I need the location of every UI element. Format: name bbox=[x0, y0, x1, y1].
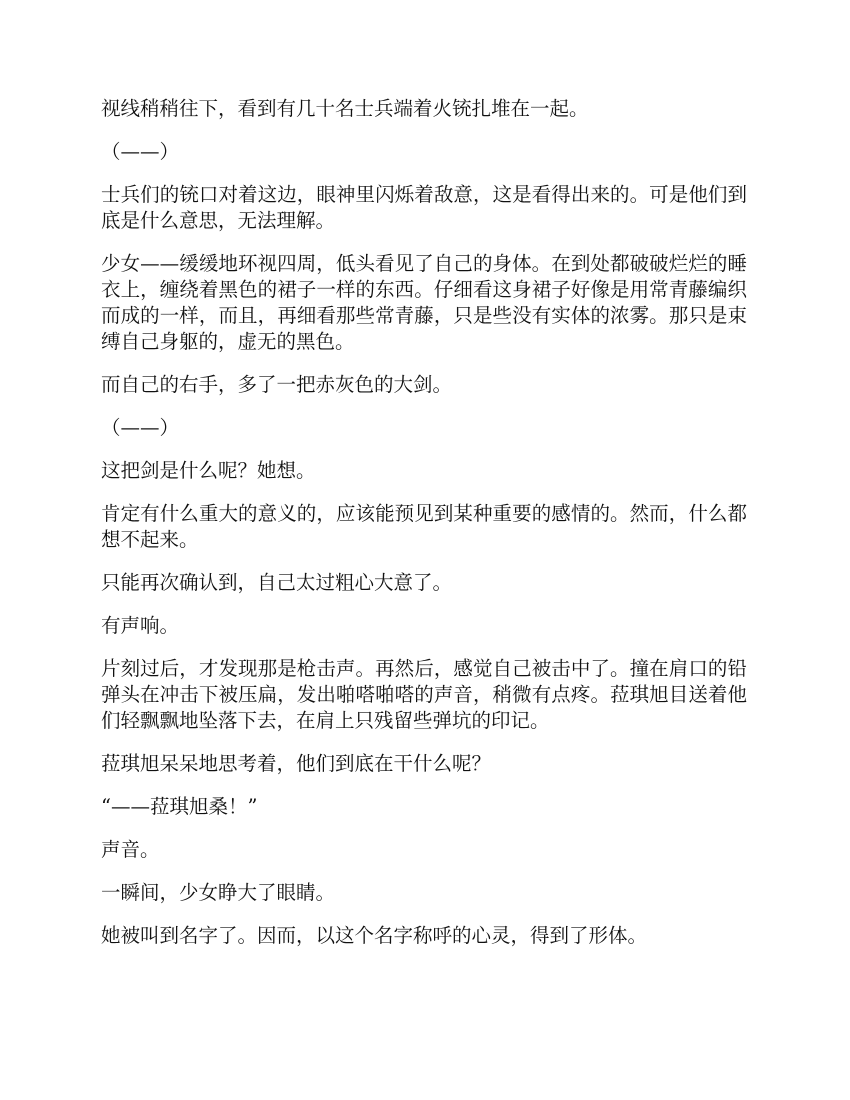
paragraph: 士兵们的铳口对着这边，眼神里闪烁着敌意，这是看得出来的。可是他们到底是什么意思，无法理解。 bbox=[101, 183, 747, 232]
paragraph: 这把剑是什么呢？她想。 bbox=[101, 459, 316, 482]
paragraph: （——） bbox=[101, 140, 180, 163]
paragraph: 声音。 bbox=[101, 838, 160, 861]
paragraph: 菈琪旭呆呆地思考着，他们到底在干什么呢？ bbox=[101, 752, 492, 775]
paragraph: 肯定有什么重大的意义的，应该能预见到某种重要的感情的。然而，什么都想不起来。 bbox=[101, 502, 747, 551]
paragraph: （——） bbox=[101, 416, 180, 439]
paragraph: 只能再次确认到，自己太过粗心大意了。 bbox=[101, 571, 453, 594]
paragraph: 视线稍稍往下，看到有几十名士兵端着火铳扎堆在一起。 bbox=[101, 97, 589, 120]
paragraph: 片刻过后，才发现那是枪击声。再然后，感觉自己被击中了。撞在肩口的铅弹头在冲击下被压扁，发出啪嗒啪嗒的声音，稍微有点疼。菈琪旭目送着他们轻飘飘地坠落下去，在肩上只残留些弹坑的印记。 bbox=[101, 657, 747, 732]
paragraph: 有声响。 bbox=[101, 614, 180, 637]
document-body bbox=[101, 96, 747, 966]
paragraph: “——菈琪旭桑！” bbox=[101, 795, 258, 818]
paragraph: 她被叫到名字了。因而，以这个名字称呼的心灵，得到了形体。 bbox=[101, 924, 648, 947]
paragraph: 一瞬间，少女睁大了眼睛。 bbox=[101, 881, 336, 904]
paragraph: 而自己的右手，多了一把赤灰色的大剑。 bbox=[101, 373, 453, 396]
paragraph: 少女——缓缓地环视四周，低头看见了自己的身体。在到处都破破烂烂的睡衣上，缠绕着黑色的裙子一样的东西。仔细看这身裙子好像是用常青藤编织而成的一样，而且，再细看那些常青藤，只是些没有实体的浓雾。那只是束缚自己身躯的，虚无的黑色。 bbox=[101, 252, 747, 353]
